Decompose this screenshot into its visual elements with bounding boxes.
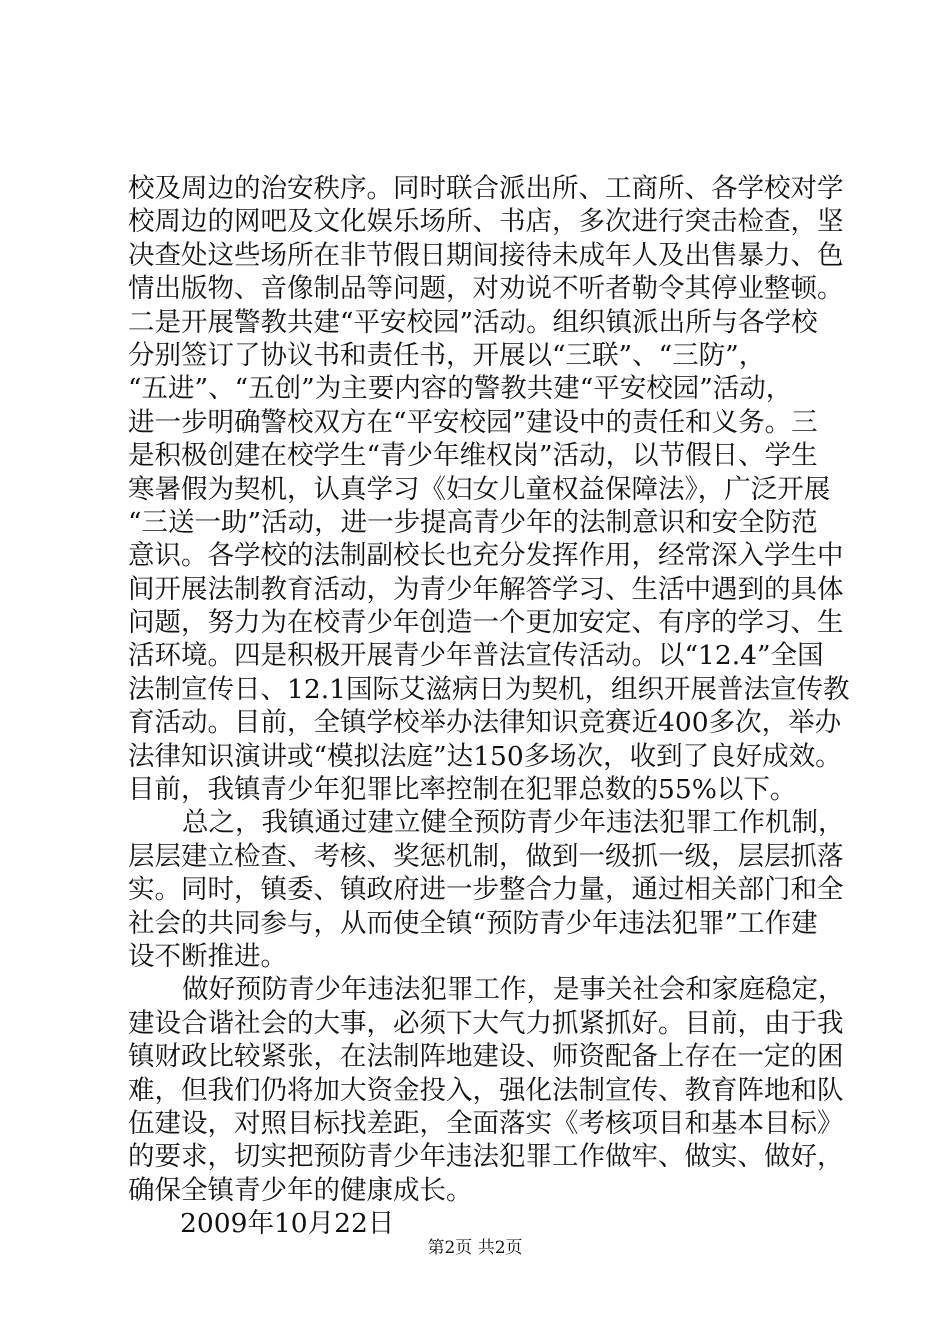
text-line: 建设合谐社会的大事，必须下大气力抓紧抓好。目前，由于我 [128,1007,844,1039]
paragraph-first-line: 做好预防青少年违法犯罪工作，是事关社会和家庭稳定， [182,974,845,1006]
text-line: 社会的共同参与，从而使全镇“预防青少年违法犯罪”工作建 [128,907,818,939]
text-line: 法制宣传日、12.1国际艾滋病日为契机，组织开展普法宣传教 [128,673,850,705]
document-body [128,172,850,1241]
text-line: 问题，努力为在校青少年创造一个更加安定、有序的学习、生 [128,607,844,639]
text-line: 实。同时，镇委、镇政府进一步整合力量，通过相关部门和全 [128,874,844,906]
text-line: 难，但我们仍将加大资金投入，强化法制宣传、教育阵地和队 [128,1074,844,1106]
text-line: “三送一助”活动，进一步提高青少年的法制意识和安全防范 [128,506,818,538]
text-line: 二是开展警教共建“平安校园”活动。组织镇派出所与各学校 [128,306,818,338]
text-line: 活环境。四是积极开展青少年普法宣传活动。以“12.4”全国 [128,640,824,672]
text-line: 的要求，切实把预防青少年违法犯罪工作做牢、做实、做好， [128,1141,844,1173]
text-line: “五进”、“五创”为主要内容的警教共建“平安校园”活动， [128,373,793,405]
text-line: 校周边的网吧及文化娱乐场所、书店，多次进行突击检查，坚 [128,206,844,238]
text-line: 目前，我镇青少年犯罪比率控制在犯罪总数的55%以下。 [128,774,797,806]
text-line: 层层建立检查、考核、奖惩机制，做到一级抓一级，层层抓落 [128,840,844,872]
text-line: 设不断推进。 [128,940,287,972]
text-line: 校及周边的治安秩序。同时联合派出所、工商所、各学校对学 [128,173,844,204]
text-line: 决查处这些场所在非节假日期间接待未成年人及出售暴力、色 [128,239,844,271]
text-line: 意识。各学校的法制副校长也充分发挥作用，经常深入学生中 [128,540,844,572]
text-line: 情出版物、音像制品等问题，对劝说不听者勒令其停业整顿。 [128,273,844,305]
text-line: 进一步明确警校双方在“平安校园”建设中的责任和义务。三 [128,406,818,438]
text-line: 是积极创建在校学生“青少年维权岗”活动，以节假日、学生 [128,440,818,472]
text-line: 育活动。目前，全镇学校举办法律知识竞赛近400多次，举办 [128,707,842,739]
text-line: 伍建设，对照目标找差距，全面落实《考核项目和基本目标》 [128,1107,844,1139]
text-line: 镇财政比较紧张，在法制阵地建设、师资配备上存在一定的困 [128,1041,844,1073]
text-line: 法律知识演讲或“模拟法庭”达150多场次，收到了良好成效。 [128,740,842,772]
document-date: 2009年10月22日 [180,1208,395,1240]
text-line: 确保全镇青少年的健康成长。 [128,1174,473,1206]
text-line: 分别签订了协议书和责任书，开展以“三联”、“三防”， [128,339,766,371]
text-line: 寒暑假为契机，认真学习《妇女儿童权益保障法》，广泛开展 [128,473,831,505]
paragraph-first-line: 总之，我镇通过建立健全预防青少年违法犯罪工作机制， [182,807,845,839]
page-number-footer: 第2页 共2页 [427,1238,523,1258]
text-line: 间开展法制教育活动，为青少年解答学习、生活中遇到的具体 [128,573,844,605]
